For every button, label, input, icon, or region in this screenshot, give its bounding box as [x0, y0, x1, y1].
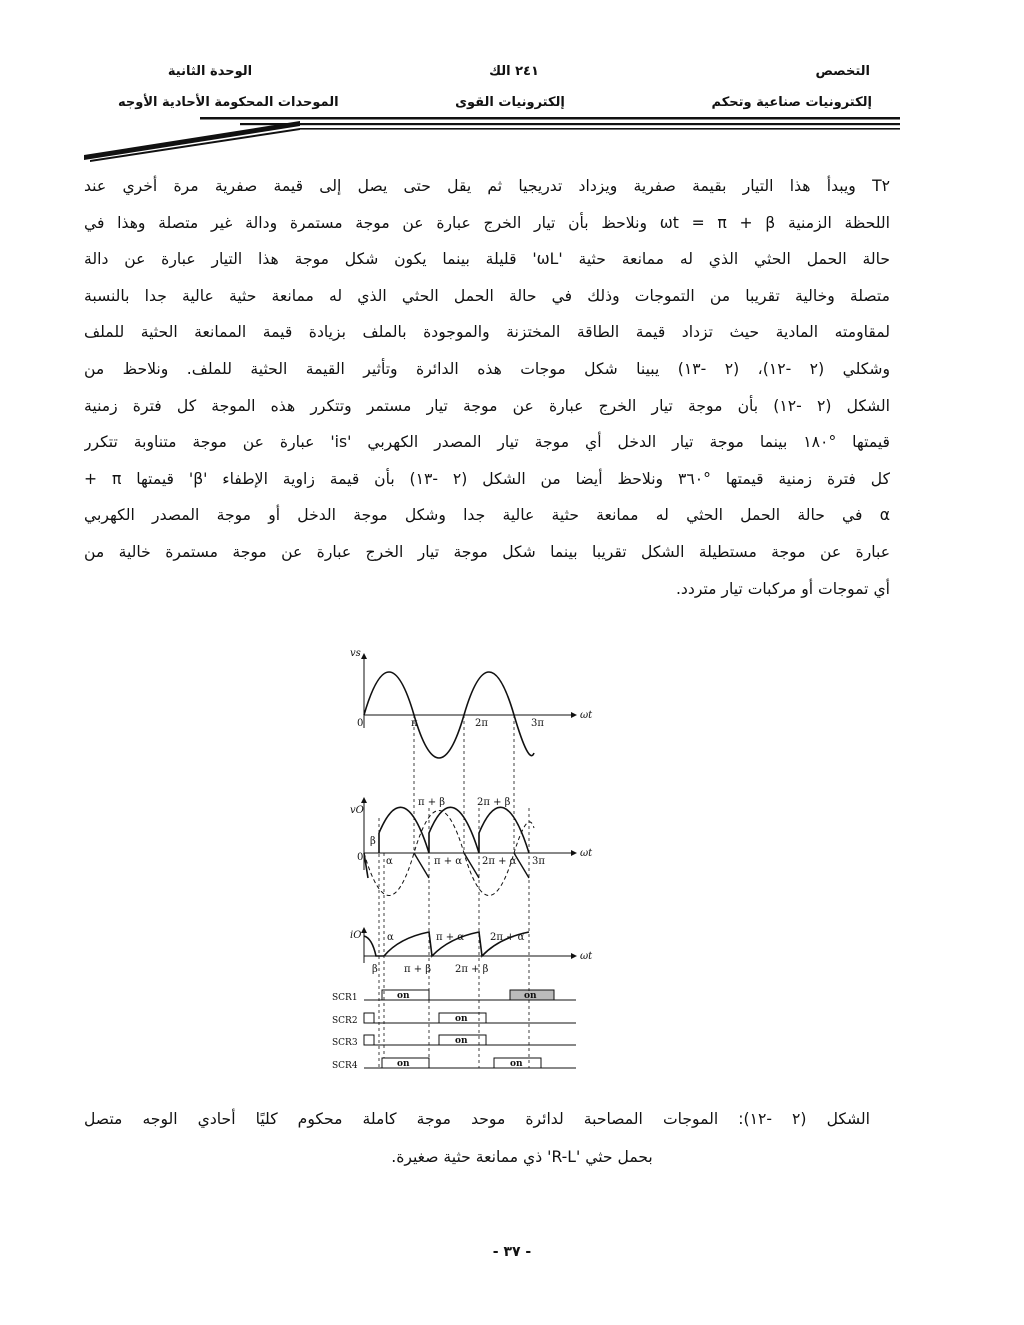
io-two-pi-plus-alpha-label: 2π + α: [490, 932, 525, 943]
io-alpha-label: α: [387, 932, 394, 943]
io-axis-label: ωt: [580, 951, 593, 962]
vertical-guides: [379, 715, 529, 1068]
scr1-on-label-2: on: [524, 991, 537, 1001]
scr2-on-label: on: [455, 1014, 468, 1024]
vo-two-pi-plus-beta-label: 2π + β: [477, 797, 511, 808]
header-course-name: إلكترونيات القوى: [455, 95, 565, 110]
io-two-pi-plus-beta-label: 2π + β: [455, 964, 489, 975]
page-number: - ٣٧ -: [492, 1244, 532, 1260]
scr4-label: SCR4: [332, 1061, 358, 1071]
caption-line-1: الشكل (٢ -١٢): الموجات المصاحبة لدائرة موحد موجة كاملة محكوم كليًا أحادي الوجه متصل: [84, 1110, 870, 1128]
figure-caption: [84, 1100, 870, 1176]
scr3-on-label: on: [455, 1036, 468, 1046]
caption-line-2: بحمل حثي 'R-L' ذي ممانعة حثية صغيرة.: [391, 1148, 653, 1166]
header-unit-title: الموحدات المحكومة الأحادية الأوجه: [118, 95, 339, 110]
vo-label: vO: [350, 805, 364, 816]
vo-alpha-label: α: [386, 856, 393, 867]
body-line: كل فترة زمنية قيمتها °٣٦٠ ونلاحظ أيضا من الشكل (٢ -١٣) بأن قيمة زاوية الإطفاء 'β' قيمتها π +: [84, 469, 890, 488]
vs-zero-label: 0: [357, 718, 364, 729]
vs-two-pi-label: 2π: [475, 718, 488, 729]
vo-beta-label: β: [370, 836, 376, 847]
header-specialty-label: التخصص: [815, 64, 870, 79]
io-pi-plus-alpha-label: π + α: [436, 932, 465, 943]
vo-waveform: [379, 807, 529, 853]
scr2-label: SCR2: [332, 1016, 358, 1026]
body-line: لمقاومته المادية حيث تزداد قيمة الطاقة المختزنة والموجودة بالملف بزيادة قيمة الممانعة الحثية للملف: [84, 323, 890, 342]
scr4-on-label: on: [397, 1059, 410, 1069]
header-unit-label: الوحدة الثانية: [167, 64, 253, 79]
vo-three-pi-label: 3π: [532, 856, 545, 867]
io-pi-plus-beta-label: π + β: [404, 964, 432, 975]
vo-pi-plus-alpha-label: π + α: [434, 856, 463, 867]
vs-three-pi-label: 3π: [531, 718, 544, 729]
scr1-label: SCR1: [332, 993, 358, 1003]
body-line: أي تموجات أو مركبات تيار متردد.: [675, 579, 890, 598]
header-course-code: ٢٤١ الك: [489, 64, 539, 79]
body-line: اللحظة الزمنية ωt = π + β ونلاحظ بأن تيار الخرج عبارة عن موجة مستمرة ودالة غير متصلة وهذا في: [84, 213, 890, 232]
vs-label: vs: [350, 648, 361, 659]
body-line: T٢ ويبدأ هذا التيار بقيمة صفرية ويزداد تدريجيا ثم يقل حتى يصل إلى قيمة صفرية مرة أخري عند: [84, 177, 890, 195]
body-line: الشكل (٢ -١٢) بأن موجة تيار الخرج عبارة عن موجة تيار مستمر وتتكرر هذه الموجة كل فترة زمنية: [84, 396, 890, 415]
body-line: α في حالة الحمل الحثي له ممانعة حثية عالية جدا وشكل موجة الدخل أو موجة المصدر الكهربي: [84, 506, 890, 525]
scr4-on-label-2: on: [510, 1059, 523, 1069]
header-specialty-value: إلكترونيات صناعية وتحكم: [711, 95, 872, 110]
header-rule: [0, 0, 1024, 170]
body-line: عبارة عن موجة مستطيلة الشكل تقريبا بينما شكل موجة تيار الخرج عبارة عن موجة مستمرة خالية من: [84, 542, 890, 561]
vo-pi-plus-beta-label: π + β: [418, 797, 446, 808]
body-line: وشكلي (٢ -١٢)، (٢ -١٣) يبينا شكل موجات هذه الدائرة وتأثير القيمة الحثية للملف. ونلاحظ من: [84, 359, 890, 378]
body-paragraph: [84, 168, 890, 607]
scr2-on-pulse-start: [364, 1013, 374, 1023]
vo-axis-label: ωt: [580, 848, 593, 859]
io-label: iO: [350, 930, 362, 941]
waveform-figure: [314, 638, 600, 1098]
scr3-on-pulse-start: [364, 1035, 374, 1045]
vo-zero-label: 0: [357, 852, 364, 863]
vo-two-pi-plus-alpha-label: 2π + α: [482, 856, 517, 867]
body-line: قيمتها °١٨٠ بينما موجة تيار الدخل أي موجة تيار المصدر الكهربي 'is' عبارة عن موجة متناوبة تتكرر: [84, 433, 890, 452]
vs-axis-label: ωt: [580, 710, 593, 721]
scr3-label: SCR3: [332, 1038, 358, 1048]
body-line: متصلة وخالية تقريبا من التموجات وذلك في حالة الحمل الحثي الذي له ممانعة حثية عالية جدا بالنسبة: [84, 286, 890, 305]
waveform-diagram: [314, 638, 600, 1098]
vs-pi-label: π: [411, 718, 418, 729]
body-line: حالة الحمل الحثي الذي له ممانعة حثية 'ωL' قليلة بينما يكون شكل موجة هذا التيار عبارة عن دالة: [84, 250, 890, 269]
io-beta-label: β: [372, 964, 378, 975]
scr1-on-label: on: [397, 991, 410, 1001]
